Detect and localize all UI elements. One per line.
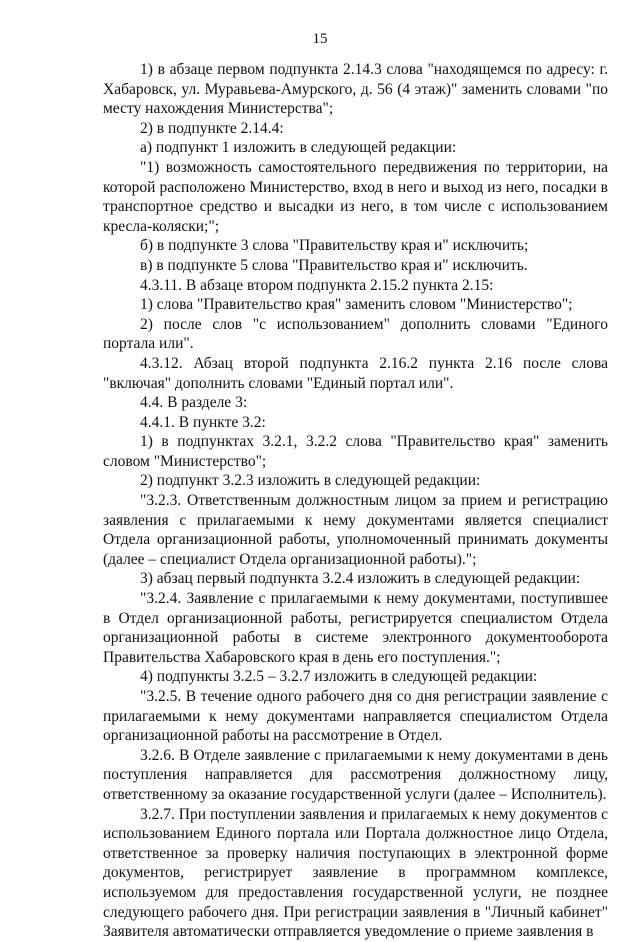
paragraph: 3.2.7. При поступлении заявления и прилагаемых к нему документов с использованием Единого портала или Портала должностное лицо Отдела, ответственное за проверку наличия поступающих в электронной форме документов, регистрирует заявление в программном комплексе, используемом для предоставления государственной услуги, не позднее следующего рабочего дня. При регистрации заявления в "Личный кабинет" Заявителя автоматически отправляется уведомление о приеме заявления в xyxy=(103,805,608,941)
paragraph: 1) слова "Правительство края" заменить словом "Министерство"; xyxy=(140,296,573,314)
paragraph: "3.2.4. Заявление с прилагаемыми к нему документами, поступившее в Отдел организационной работы, регистрируется специалистом Отдела организационной работы в системе электронного документооборота Правительства Хабаровского края в день его поступления."; xyxy=(103,590,608,666)
paragraph: 1) в абзаце первом подпункта 2.14.3 слова "находящемся по адресу: г. Хабаровск, ул. Муравьева-Амурского, д. 56 (4 этаж)" заменить словами "по месту нахождения Министерства"; xyxy=(103,61,608,118)
paragraph: 4) подпункты 3.2.5 – 3.2.7 изложить в следующей редакции: xyxy=(140,668,538,686)
paragraph: 2) после слов "с использованием" дополнить словами "Единого портала или". xyxy=(103,315,608,353)
paragraph: "3.2.3. Ответственным должностным лицом за прием и регистрацию заявления с прилагаемыми к нему документами является специалист Отдела организационной работы, уполномоченный принимать документы (далее – специалист Отдела организационной работы)."; xyxy=(103,492,608,568)
paragraph: 3) абзац первый подпункта 3.2.4 изложить в следующей редакции: xyxy=(140,570,581,588)
paragraph: в) в подпункте 5 слова "Правительство края и" исключить. xyxy=(140,256,528,274)
paragraph: 4.3.12. Абзац второй подпункта 2.16.2 пункта 2.16 после слова "включая" дополнить словами "Единый портал или". xyxy=(103,354,608,392)
paragraph: а) подпункт 1 изложить в следующей редакции: xyxy=(140,139,457,157)
paragraph: 1) в подпунктах 3.2.1, 3.2.2 слова "Правительство края" заменить словом "Министерство"; xyxy=(103,433,608,470)
paragraph: 2) подпункт 3.2.3 изложить в следующей редакции: xyxy=(140,472,481,490)
paragraph: "1) возможность самостоятельного передвижения по территории, на которой расположено Министерство, вход в него и выход из него, посадки в транспортное средство и высадки из него, в том числе с использованием кресла-коляски;"; xyxy=(103,158,608,235)
paragraph: 2) в подпункте 2.14.4: xyxy=(140,119,284,137)
paragraph: 3.2.6. В Отделе заявление с прилагаемыми к нему документами в день поступления направляется для рассмотрения должностному лицу, ответственному за оказание государственной услуги (далее – Исполнитель). xyxy=(103,746,608,803)
paragraph: 4.4. В разделе 3: xyxy=(140,394,248,412)
document-body xyxy=(103,60,608,942)
paragraph: б) в подпункте 3 слова "Правительству края и" исключить; xyxy=(140,237,529,255)
paragraph: 4.3.11. В абзаце втором подпункта 2.15.2 пункта 2.15: xyxy=(140,276,494,294)
page-number: 15 xyxy=(312,31,328,47)
paragraph: 4.4.1. В пункте 3.2: xyxy=(140,413,266,431)
paragraph: "3.2.5. В течение одного рабочего дня со дня регистрации заявление с прилагаемыми к нему документами направляется специалистом Отдела организационной работы на рассмотрение в Отдел. xyxy=(103,688,608,745)
